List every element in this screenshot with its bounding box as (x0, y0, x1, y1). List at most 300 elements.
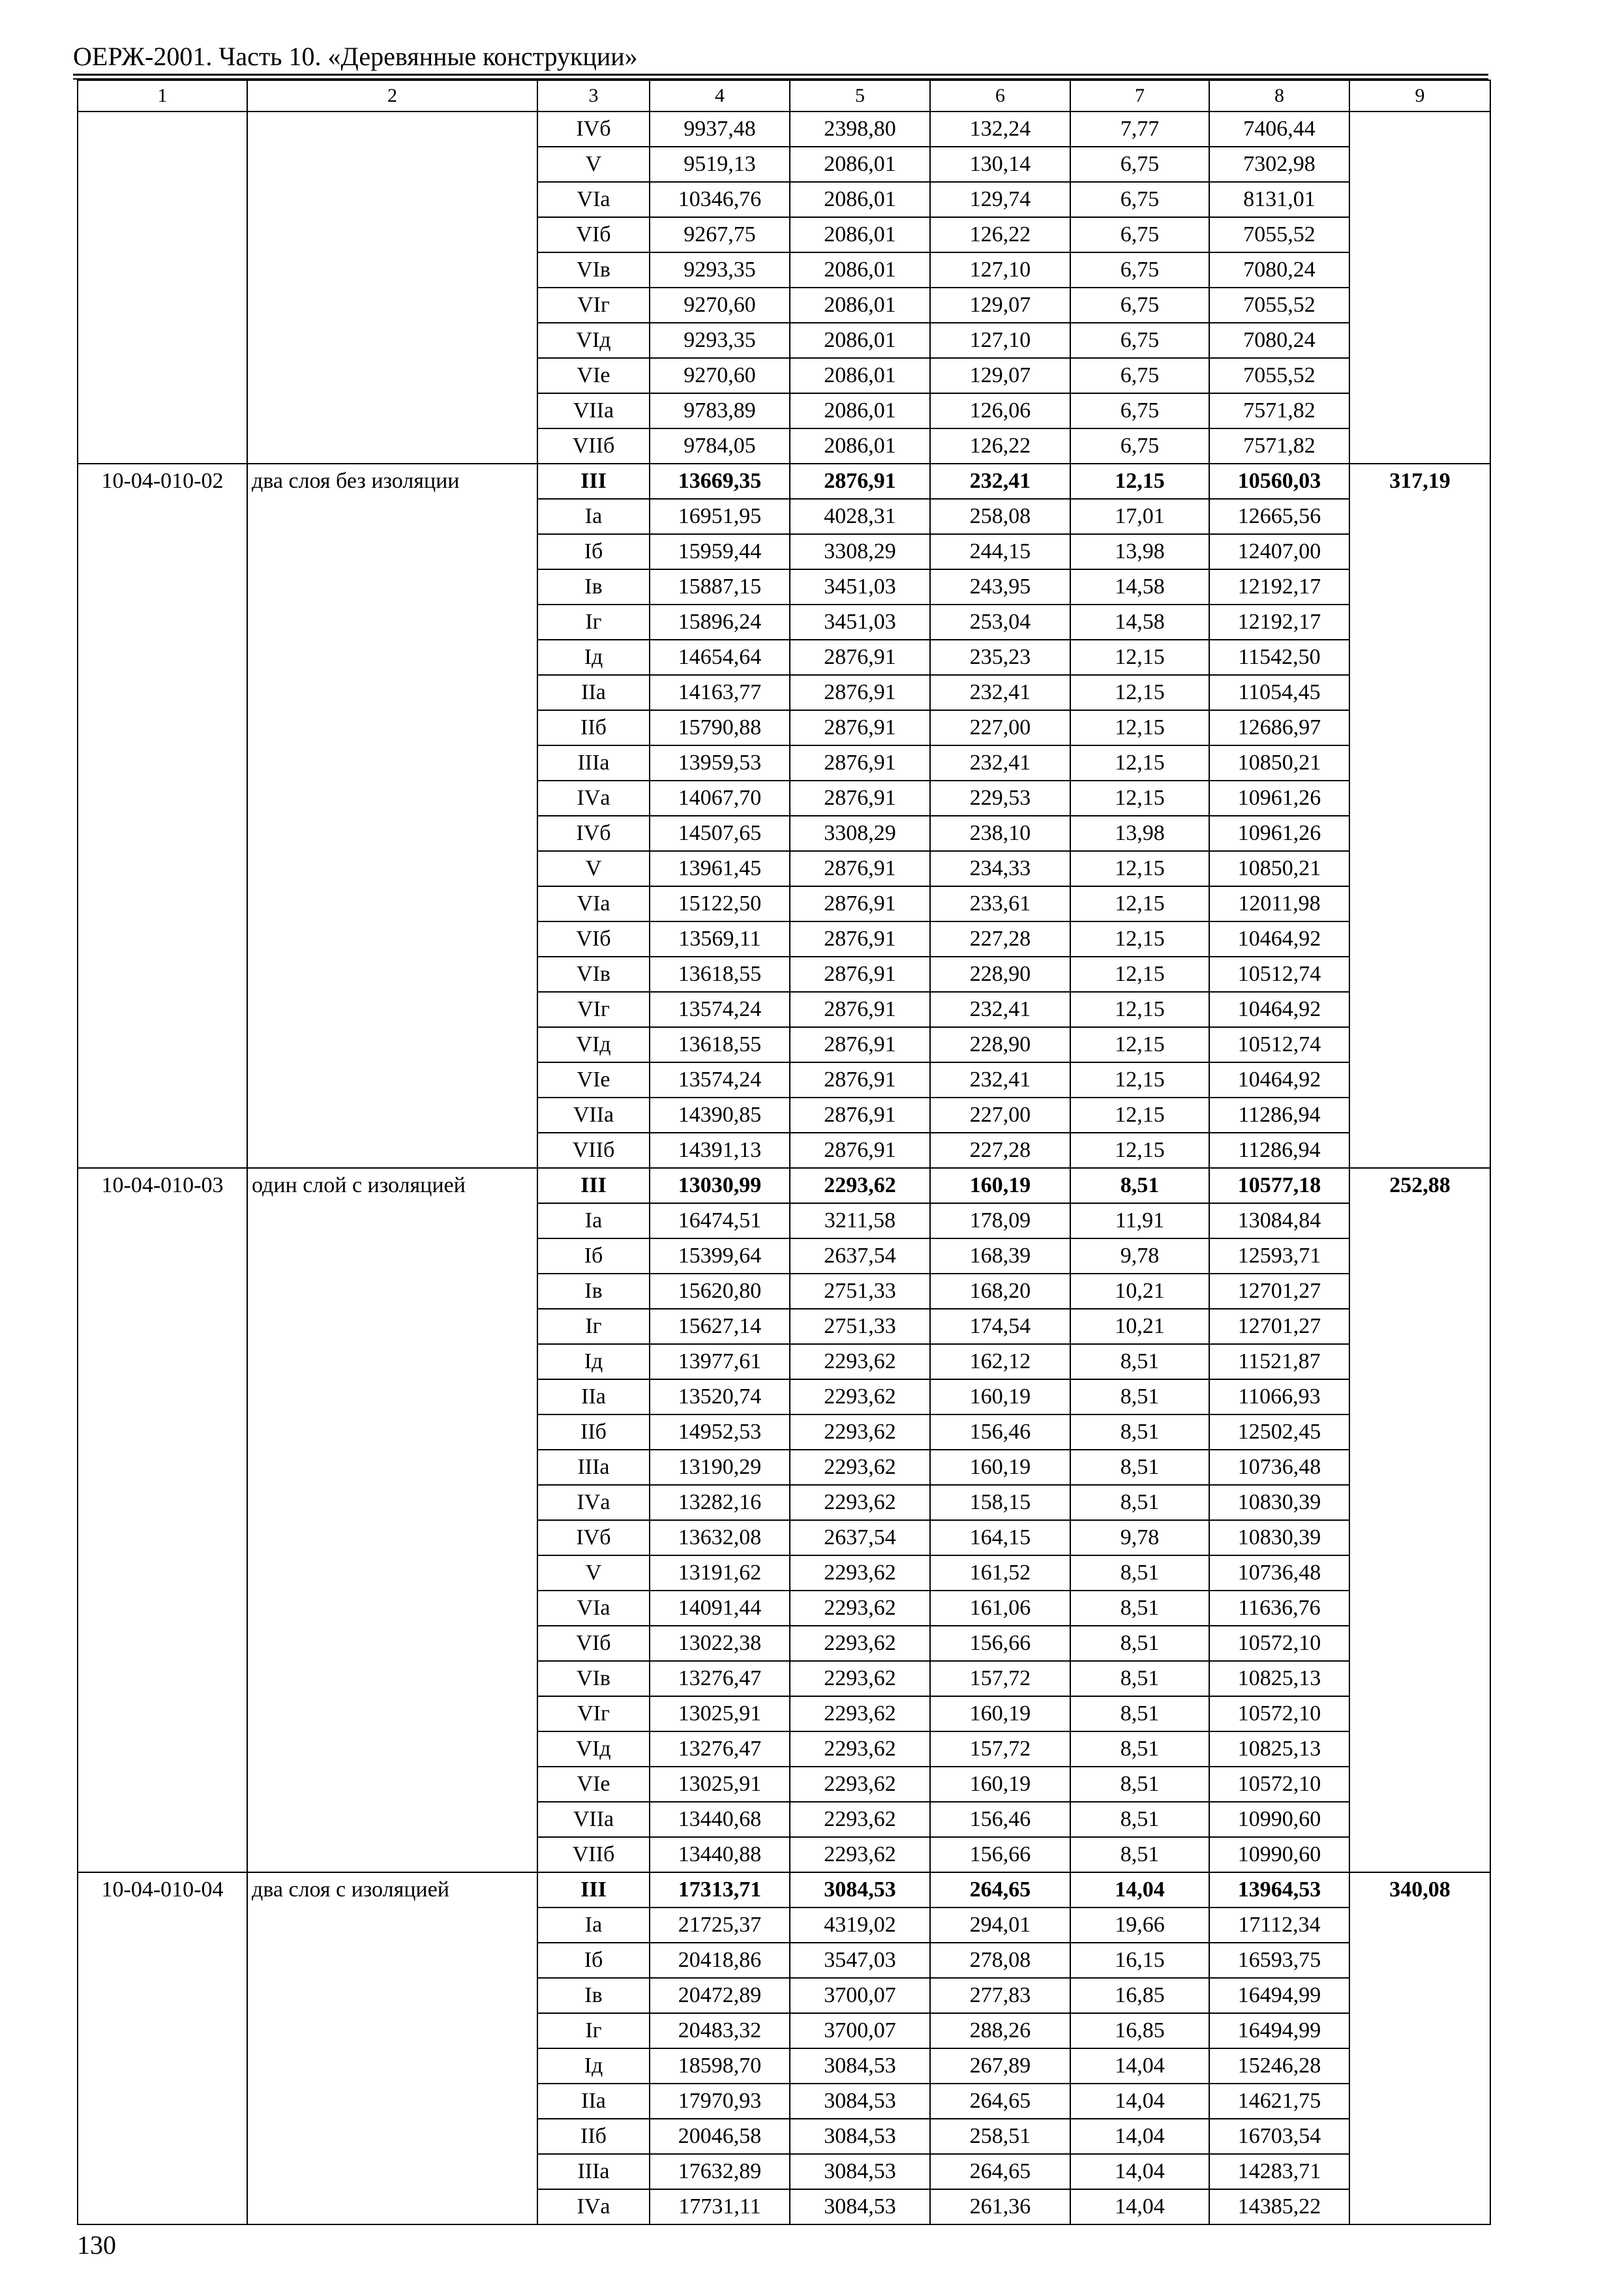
value-cell: 8,51 (1070, 1344, 1209, 1379)
value-cell: 14391,13 (650, 1133, 790, 1168)
value-cell: 14283,71 (1209, 2154, 1349, 2189)
value-cell: 235,23 (930, 640, 1070, 675)
value-cell: 158,15 (930, 1485, 1070, 1520)
zone-cell: V (537, 147, 650, 182)
zone-cell: VIIб (537, 428, 650, 464)
value-cell: 6,75 (1070, 182, 1209, 217)
value-cell: 2086,01 (790, 358, 930, 393)
value-cell: 3308,29 (790, 534, 930, 569)
value-cell: 13520,74 (650, 1379, 790, 1414)
value-cell: 2876,91 (790, 781, 930, 816)
value-cell: 10572,10 (1209, 1626, 1349, 1661)
zone-cell: IVа (537, 1485, 650, 1520)
rate-name-cell (247, 112, 537, 464)
value-cell: 12,15 (1070, 992, 1209, 1027)
value-cell: 14507,65 (650, 816, 790, 851)
page-title: ОЕРЖ-2001. Часть 10. «Деревянные конструкции» (73, 42, 638, 71)
zone-cell: IIа (537, 2084, 650, 2119)
value-cell: 15896,24 (650, 605, 790, 640)
value-cell: 156,46 (930, 1802, 1070, 1837)
value-cell: 12,15 (1070, 1098, 1209, 1133)
labor-cost-cell (1349, 112, 1490, 464)
rate-name-cell: два слоя с изоляцией (247, 1872, 537, 2224)
value-cell: 160,19 (930, 1696, 1070, 1731)
zone-cell: Iг (537, 2013, 650, 2048)
value-cell: 12,15 (1070, 640, 1209, 675)
value-cell: 227,00 (930, 1098, 1070, 1133)
value-cell: 14,04 (1070, 2119, 1209, 2154)
labor-cost-cell: 252,88 (1349, 1168, 1490, 1872)
rate-name-cell: один слой с изоляцией (247, 1168, 537, 1872)
value-cell: 7055,52 (1209, 217, 1349, 252)
value-cell: 15620,80 (650, 1274, 790, 1309)
value-cell: 13618,55 (650, 1027, 790, 1062)
value-cell: 12,15 (1070, 886, 1209, 921)
value-cell: 2876,91 (790, 675, 930, 710)
value-cell: 2086,01 (790, 252, 930, 288)
value-cell: 9293,35 (650, 323, 790, 358)
value-cell: 17313,71 (650, 1872, 790, 1908)
value-cell: 16,85 (1070, 2013, 1209, 2048)
value-cell: 2876,91 (790, 710, 930, 745)
value-cell: 2086,01 (790, 288, 930, 323)
rate-code-cell: 10-04-010-04 (78, 1872, 247, 2224)
value-cell: 16494,99 (1209, 1978, 1349, 2013)
value-cell: 12502,45 (1209, 1414, 1349, 1450)
value-cell: 12,15 (1070, 675, 1209, 710)
zone-cell: VIд (537, 1027, 650, 1062)
value-cell: 2293,62 (790, 1837, 930, 1872)
zone-cell: VIд (537, 1731, 650, 1767)
value-cell: 126,22 (930, 217, 1070, 252)
zone-cell: IIIа (537, 745, 650, 781)
value-cell: 13669,35 (650, 464, 790, 499)
value-cell: 8,51 (1070, 1168, 1209, 1203)
zone-cell: Iа (537, 499, 650, 534)
zone-cell: VIв (537, 252, 650, 288)
value-cell: 14,58 (1070, 569, 1209, 605)
value-cell: 164,15 (930, 1520, 1070, 1555)
value-cell: 13190,29 (650, 1450, 790, 1485)
value-cell: 3547,03 (790, 1943, 930, 1978)
zone-cell: IIа (537, 675, 650, 710)
zone-cell: VIIа (537, 1802, 650, 1837)
value-cell: 6,75 (1070, 323, 1209, 358)
value-cell: 15887,15 (650, 569, 790, 605)
value-cell: 3084,53 (790, 2189, 930, 2224)
zone-cell: VIв (537, 1661, 650, 1696)
value-cell: 14,04 (1070, 1872, 1209, 1908)
value-cell: 160,19 (930, 1767, 1070, 1802)
value-cell: 2876,91 (790, 921, 930, 957)
value-cell: 2876,91 (790, 1027, 930, 1062)
value-cell: 13569,11 (650, 921, 790, 957)
value-cell: 2751,33 (790, 1309, 930, 1344)
value-cell: 8,51 (1070, 1661, 1209, 1696)
value-cell: 12701,27 (1209, 1274, 1349, 1309)
value-cell: 7080,24 (1209, 252, 1349, 288)
value-cell: 12686,97 (1209, 710, 1349, 745)
value-cell: 10825,13 (1209, 1731, 1349, 1767)
value-cell: 7571,82 (1209, 393, 1349, 428)
value-cell: 2751,33 (790, 1274, 930, 1309)
zone-cell: Iв (537, 1274, 650, 1309)
value-cell: 2086,01 (790, 323, 930, 358)
value-cell: 20046,58 (650, 2119, 790, 2154)
value-cell: 3451,03 (790, 605, 930, 640)
column-number-cell: 2 (247, 80, 537, 112)
value-cell: 258,08 (930, 499, 1070, 534)
zone-cell: IVб (537, 816, 650, 851)
value-cell: 168,39 (930, 1238, 1070, 1274)
value-cell: 2293,62 (790, 1767, 930, 1802)
value-cell: 8,51 (1070, 1414, 1209, 1450)
value-cell: 3084,53 (790, 1872, 930, 1908)
value-cell: 15246,28 (1209, 2048, 1349, 2084)
value-cell: 16703,54 (1209, 2119, 1349, 2154)
value-cell: 9519,13 (650, 147, 790, 182)
value-cell: 6,75 (1070, 252, 1209, 288)
value-cell: 20418,86 (650, 1943, 790, 1978)
value-cell: 7406,44 (1209, 112, 1349, 147)
value-cell: 156,66 (930, 1837, 1070, 1872)
zone-cell: VIб (537, 217, 650, 252)
value-cell: 13282,16 (650, 1485, 790, 1520)
value-cell: 8,51 (1070, 1626, 1209, 1661)
value-cell: 10825,13 (1209, 1661, 1349, 1696)
value-cell: 2876,91 (790, 886, 930, 921)
value-cell: 13276,47 (650, 1661, 790, 1696)
value-cell: 3700,07 (790, 2013, 930, 2048)
zone-cell: V (537, 851, 650, 886)
value-cell: 2293,62 (790, 1802, 930, 1837)
zone-cell: Iд (537, 1344, 650, 1379)
table-row (78, 464, 1490, 499)
value-cell: 126,22 (930, 428, 1070, 464)
value-cell: 6,75 (1070, 288, 1209, 323)
value-cell: 20483,32 (650, 2013, 790, 2048)
zone-cell: Iа (537, 1908, 650, 1943)
value-cell: 2293,62 (790, 1485, 930, 1520)
value-cell: 13022,38 (650, 1626, 790, 1661)
zone-cell: IIб (537, 1414, 650, 1450)
value-cell: 8,51 (1070, 1450, 1209, 1485)
value-cell: 9293,35 (650, 252, 790, 288)
value-cell: 267,89 (930, 2048, 1070, 2084)
zone-cell: Iв (537, 1978, 650, 2013)
zone-cell: Iб (537, 534, 650, 569)
value-cell: 13,98 (1070, 816, 1209, 851)
value-cell: 174,54 (930, 1309, 1070, 1344)
value-cell: 8,51 (1070, 1802, 1209, 1837)
value-cell: 13025,91 (650, 1767, 790, 1802)
value-cell: 161,06 (930, 1591, 1070, 1626)
value-cell: 160,19 (930, 1450, 1070, 1485)
table-row (78, 1872, 1490, 1908)
value-cell: 2086,01 (790, 147, 930, 182)
value-cell: 11542,50 (1209, 640, 1349, 675)
zone-cell: IVа (537, 2189, 650, 2224)
value-cell: 8,51 (1070, 1591, 1209, 1626)
value-cell: 160,19 (930, 1168, 1070, 1203)
column-number-cell: 7 (1070, 80, 1209, 112)
value-cell: 10577,18 (1209, 1168, 1349, 1203)
value-cell: 3084,53 (790, 2084, 930, 2119)
value-cell: 2876,91 (790, 464, 930, 499)
value-cell: 130,14 (930, 147, 1070, 182)
value-cell: 229,53 (930, 781, 1070, 816)
value-cell: 6,75 (1070, 393, 1209, 428)
value-cell: 234,33 (930, 851, 1070, 886)
value-cell: 12192,17 (1209, 605, 1349, 640)
zone-cell: III (537, 1168, 650, 1203)
value-cell: 2293,62 (790, 1168, 930, 1203)
value-cell: 10512,74 (1209, 957, 1349, 992)
value-cell: 13440,88 (650, 1837, 790, 1872)
value-cell: 13025,91 (650, 1696, 790, 1731)
value-cell: 227,28 (930, 921, 1070, 957)
value-cell: 232,41 (930, 745, 1070, 781)
value-cell: 8,51 (1070, 1555, 1209, 1591)
value-cell: 2086,01 (790, 182, 930, 217)
value-cell: 10512,74 (1209, 1027, 1349, 1062)
value-cell: 2876,91 (790, 992, 930, 1027)
value-cell: 244,15 (930, 534, 1070, 569)
value-cell: 2876,91 (790, 851, 930, 886)
value-cell: 3084,53 (790, 2119, 930, 2154)
column-number-cell: 8 (1209, 80, 1349, 112)
value-cell: 2086,01 (790, 393, 930, 428)
value-cell: 2086,01 (790, 428, 930, 464)
value-cell: 2876,91 (790, 745, 930, 781)
value-cell: 10830,39 (1209, 1520, 1349, 1555)
value-cell: 258,51 (930, 2119, 1070, 2154)
value-cell: 14,04 (1070, 2189, 1209, 2224)
column-number-cell: 1 (78, 80, 247, 112)
zone-cell: VIа (537, 1591, 650, 1626)
value-cell: 8,51 (1070, 1837, 1209, 1872)
value-cell: 14091,44 (650, 1591, 790, 1626)
value-cell: 17,01 (1070, 499, 1209, 534)
value-cell: 11,91 (1070, 1203, 1209, 1238)
value-cell: 10850,21 (1209, 851, 1349, 886)
zone-cell: IIIа (537, 1450, 650, 1485)
value-cell: 10560,03 (1209, 464, 1349, 499)
value-cell: 11286,94 (1209, 1098, 1349, 1133)
value-cell: 11054,45 (1209, 675, 1349, 710)
value-cell: 2876,91 (790, 1098, 930, 1133)
value-cell: 13964,53 (1209, 1872, 1349, 1908)
value-cell: 2876,91 (790, 1062, 930, 1098)
value-cell: 156,46 (930, 1414, 1070, 1450)
value-cell: 7,77 (1070, 112, 1209, 147)
value-cell: 9784,05 (650, 428, 790, 464)
value-cell: 10346,76 (650, 182, 790, 217)
value-cell: 12,15 (1070, 710, 1209, 745)
value-cell: 2293,62 (790, 1450, 930, 1485)
value-cell: 14,04 (1070, 2048, 1209, 2084)
zone-cell: VIIа (537, 1098, 650, 1133)
zone-cell: VIд (537, 323, 650, 358)
zone-cell: III (537, 464, 650, 499)
value-cell: 2637,54 (790, 1520, 930, 1555)
value-cell: 12,15 (1070, 1133, 1209, 1168)
column-number-cell: 3 (537, 80, 650, 112)
value-cell: 15790,88 (650, 710, 790, 745)
zone-cell: VIб (537, 1626, 650, 1661)
value-cell: 14,04 (1070, 2084, 1209, 2119)
value-cell: 12,15 (1070, 851, 1209, 886)
value-cell: 2293,62 (790, 1555, 930, 1591)
value-cell: 8,51 (1070, 1485, 1209, 1520)
value-cell: 15399,64 (650, 1238, 790, 1274)
value-cell: 10990,60 (1209, 1837, 1349, 1872)
value-cell: 13959,53 (650, 745, 790, 781)
value-cell: 13574,24 (650, 1062, 790, 1098)
value-cell: 228,90 (930, 957, 1070, 992)
column-number-cell: 6 (930, 80, 1070, 112)
zone-cell: VIв (537, 957, 650, 992)
value-cell: 12407,00 (1209, 534, 1349, 569)
value-cell: 10,21 (1070, 1309, 1209, 1344)
value-cell: 3308,29 (790, 816, 930, 851)
value-cell: 3084,53 (790, 2048, 930, 2084)
value-cell: 11521,87 (1209, 1344, 1349, 1379)
value-cell: 10572,10 (1209, 1767, 1349, 1802)
value-cell: 2293,62 (790, 1661, 930, 1696)
value-cell: 294,01 (930, 1908, 1070, 1943)
value-cell: 2293,62 (790, 1414, 930, 1450)
zone-cell: VIе (537, 358, 650, 393)
value-cell: 168,20 (930, 1274, 1070, 1309)
value-cell: 20472,89 (650, 1978, 790, 2013)
value-cell: 12,15 (1070, 781, 1209, 816)
value-cell: 261,36 (930, 2189, 1070, 2224)
zone-cell: VIг (537, 992, 650, 1027)
value-cell: 13030,99 (650, 1168, 790, 1203)
value-cell: 157,72 (930, 1661, 1070, 1696)
value-cell: 2637,54 (790, 1238, 930, 1274)
value-cell: 227,28 (930, 1133, 1070, 1168)
value-cell: 12665,56 (1209, 499, 1349, 534)
zone-cell: VIг (537, 1696, 650, 1731)
value-cell: 14,58 (1070, 605, 1209, 640)
value-cell: 10,21 (1070, 1274, 1209, 1309)
zone-cell: Iа (537, 1203, 650, 1238)
value-cell: 7080,24 (1209, 323, 1349, 358)
value-cell: 13618,55 (650, 957, 790, 992)
value-cell: 9,78 (1070, 1520, 1209, 1555)
value-cell: 156,66 (930, 1626, 1070, 1661)
value-cell: 10830,39 (1209, 1485, 1349, 1520)
value-cell: 12701,27 (1209, 1309, 1349, 1344)
zone-cell: VIа (537, 886, 650, 921)
zone-cell: VIIб (537, 1837, 650, 1872)
value-cell: 14952,53 (650, 1414, 790, 1450)
zone-cell: Iб (537, 1238, 650, 1274)
value-cell: 13632,08 (650, 1520, 790, 1555)
zone-cell: Iб (537, 1943, 650, 1978)
value-cell: 264,65 (930, 2084, 1070, 2119)
zone-cell: IVб (537, 112, 650, 147)
value-cell: 21725,37 (650, 1908, 790, 1943)
value-cell: 7302,98 (1209, 147, 1349, 182)
value-cell: 3451,03 (790, 569, 930, 605)
zone-cell: Iг (537, 1309, 650, 1344)
value-cell: 8,51 (1070, 1767, 1209, 1802)
value-cell: 6,75 (1070, 217, 1209, 252)
value-cell: 16494,99 (1209, 2013, 1349, 2048)
zone-cell: VIе (537, 1767, 650, 1802)
page-number: 130 (77, 2230, 116, 2260)
value-cell: 162,12 (930, 1344, 1070, 1379)
value-cell: 2876,91 (790, 640, 930, 675)
table-row (78, 1168, 1490, 1203)
value-cell: 18598,70 (650, 2048, 790, 2084)
value-cell: 14,04 (1070, 2154, 1209, 2189)
value-cell: 12,15 (1070, 745, 1209, 781)
zone-cell: VIIб (537, 1133, 650, 1168)
value-cell: 3084,53 (790, 2154, 930, 2189)
value-cell: 10572,10 (1209, 1696, 1349, 1731)
table-row (78, 112, 1490, 147)
value-cell: 6,75 (1070, 147, 1209, 182)
value-cell: 232,41 (930, 464, 1070, 499)
value-cell: 2086,01 (790, 217, 930, 252)
zone-cell: VIа (537, 182, 650, 217)
value-cell: 127,10 (930, 323, 1070, 358)
value-cell: 9270,60 (650, 288, 790, 323)
value-cell: 4319,02 (790, 1908, 930, 1943)
zone-cell: V (537, 1555, 650, 1591)
column-number-row (78, 80, 1490, 112)
zone-cell: VIб (537, 921, 650, 957)
value-cell: 14390,85 (650, 1098, 790, 1133)
value-cell: 4028,31 (790, 499, 930, 534)
value-cell: 11066,93 (1209, 1379, 1349, 1414)
value-cell: 15122,50 (650, 886, 790, 921)
value-cell: 7055,52 (1209, 358, 1349, 393)
value-cell: 2293,62 (790, 1344, 930, 1379)
value-cell: 253,04 (930, 605, 1070, 640)
zone-cell: IIб (537, 2119, 650, 2154)
value-cell: 2293,62 (790, 1696, 930, 1731)
value-cell: 228,90 (930, 1027, 1070, 1062)
value-cell: 7571,82 (1209, 428, 1349, 464)
value-cell: 161,52 (930, 1555, 1070, 1591)
zone-cell: III (537, 1872, 650, 1908)
price-table (77, 80, 1491, 2225)
column-number-cell: 5 (790, 80, 930, 112)
value-cell: 10961,26 (1209, 816, 1349, 851)
value-cell: 12,15 (1070, 1062, 1209, 1098)
value-cell: 13961,45 (650, 851, 790, 886)
value-cell: 14654,64 (650, 640, 790, 675)
value-cell: 232,41 (930, 992, 1070, 1027)
value-cell: 127,10 (930, 252, 1070, 288)
value-cell: 17632,89 (650, 2154, 790, 2189)
value-cell: 10736,48 (1209, 1450, 1349, 1485)
value-cell: 9937,48 (650, 112, 790, 147)
value-cell: 2293,62 (790, 1731, 930, 1767)
value-cell: 178,09 (930, 1203, 1070, 1238)
value-cell: 13977,61 (650, 1344, 790, 1379)
value-cell: 13276,47 (650, 1731, 790, 1767)
value-cell: 10736,48 (1209, 1555, 1349, 1591)
value-cell: 17112,34 (1209, 1908, 1349, 1943)
value-cell: 16593,75 (1209, 1943, 1349, 1978)
value-cell: 16,85 (1070, 1978, 1209, 2013)
